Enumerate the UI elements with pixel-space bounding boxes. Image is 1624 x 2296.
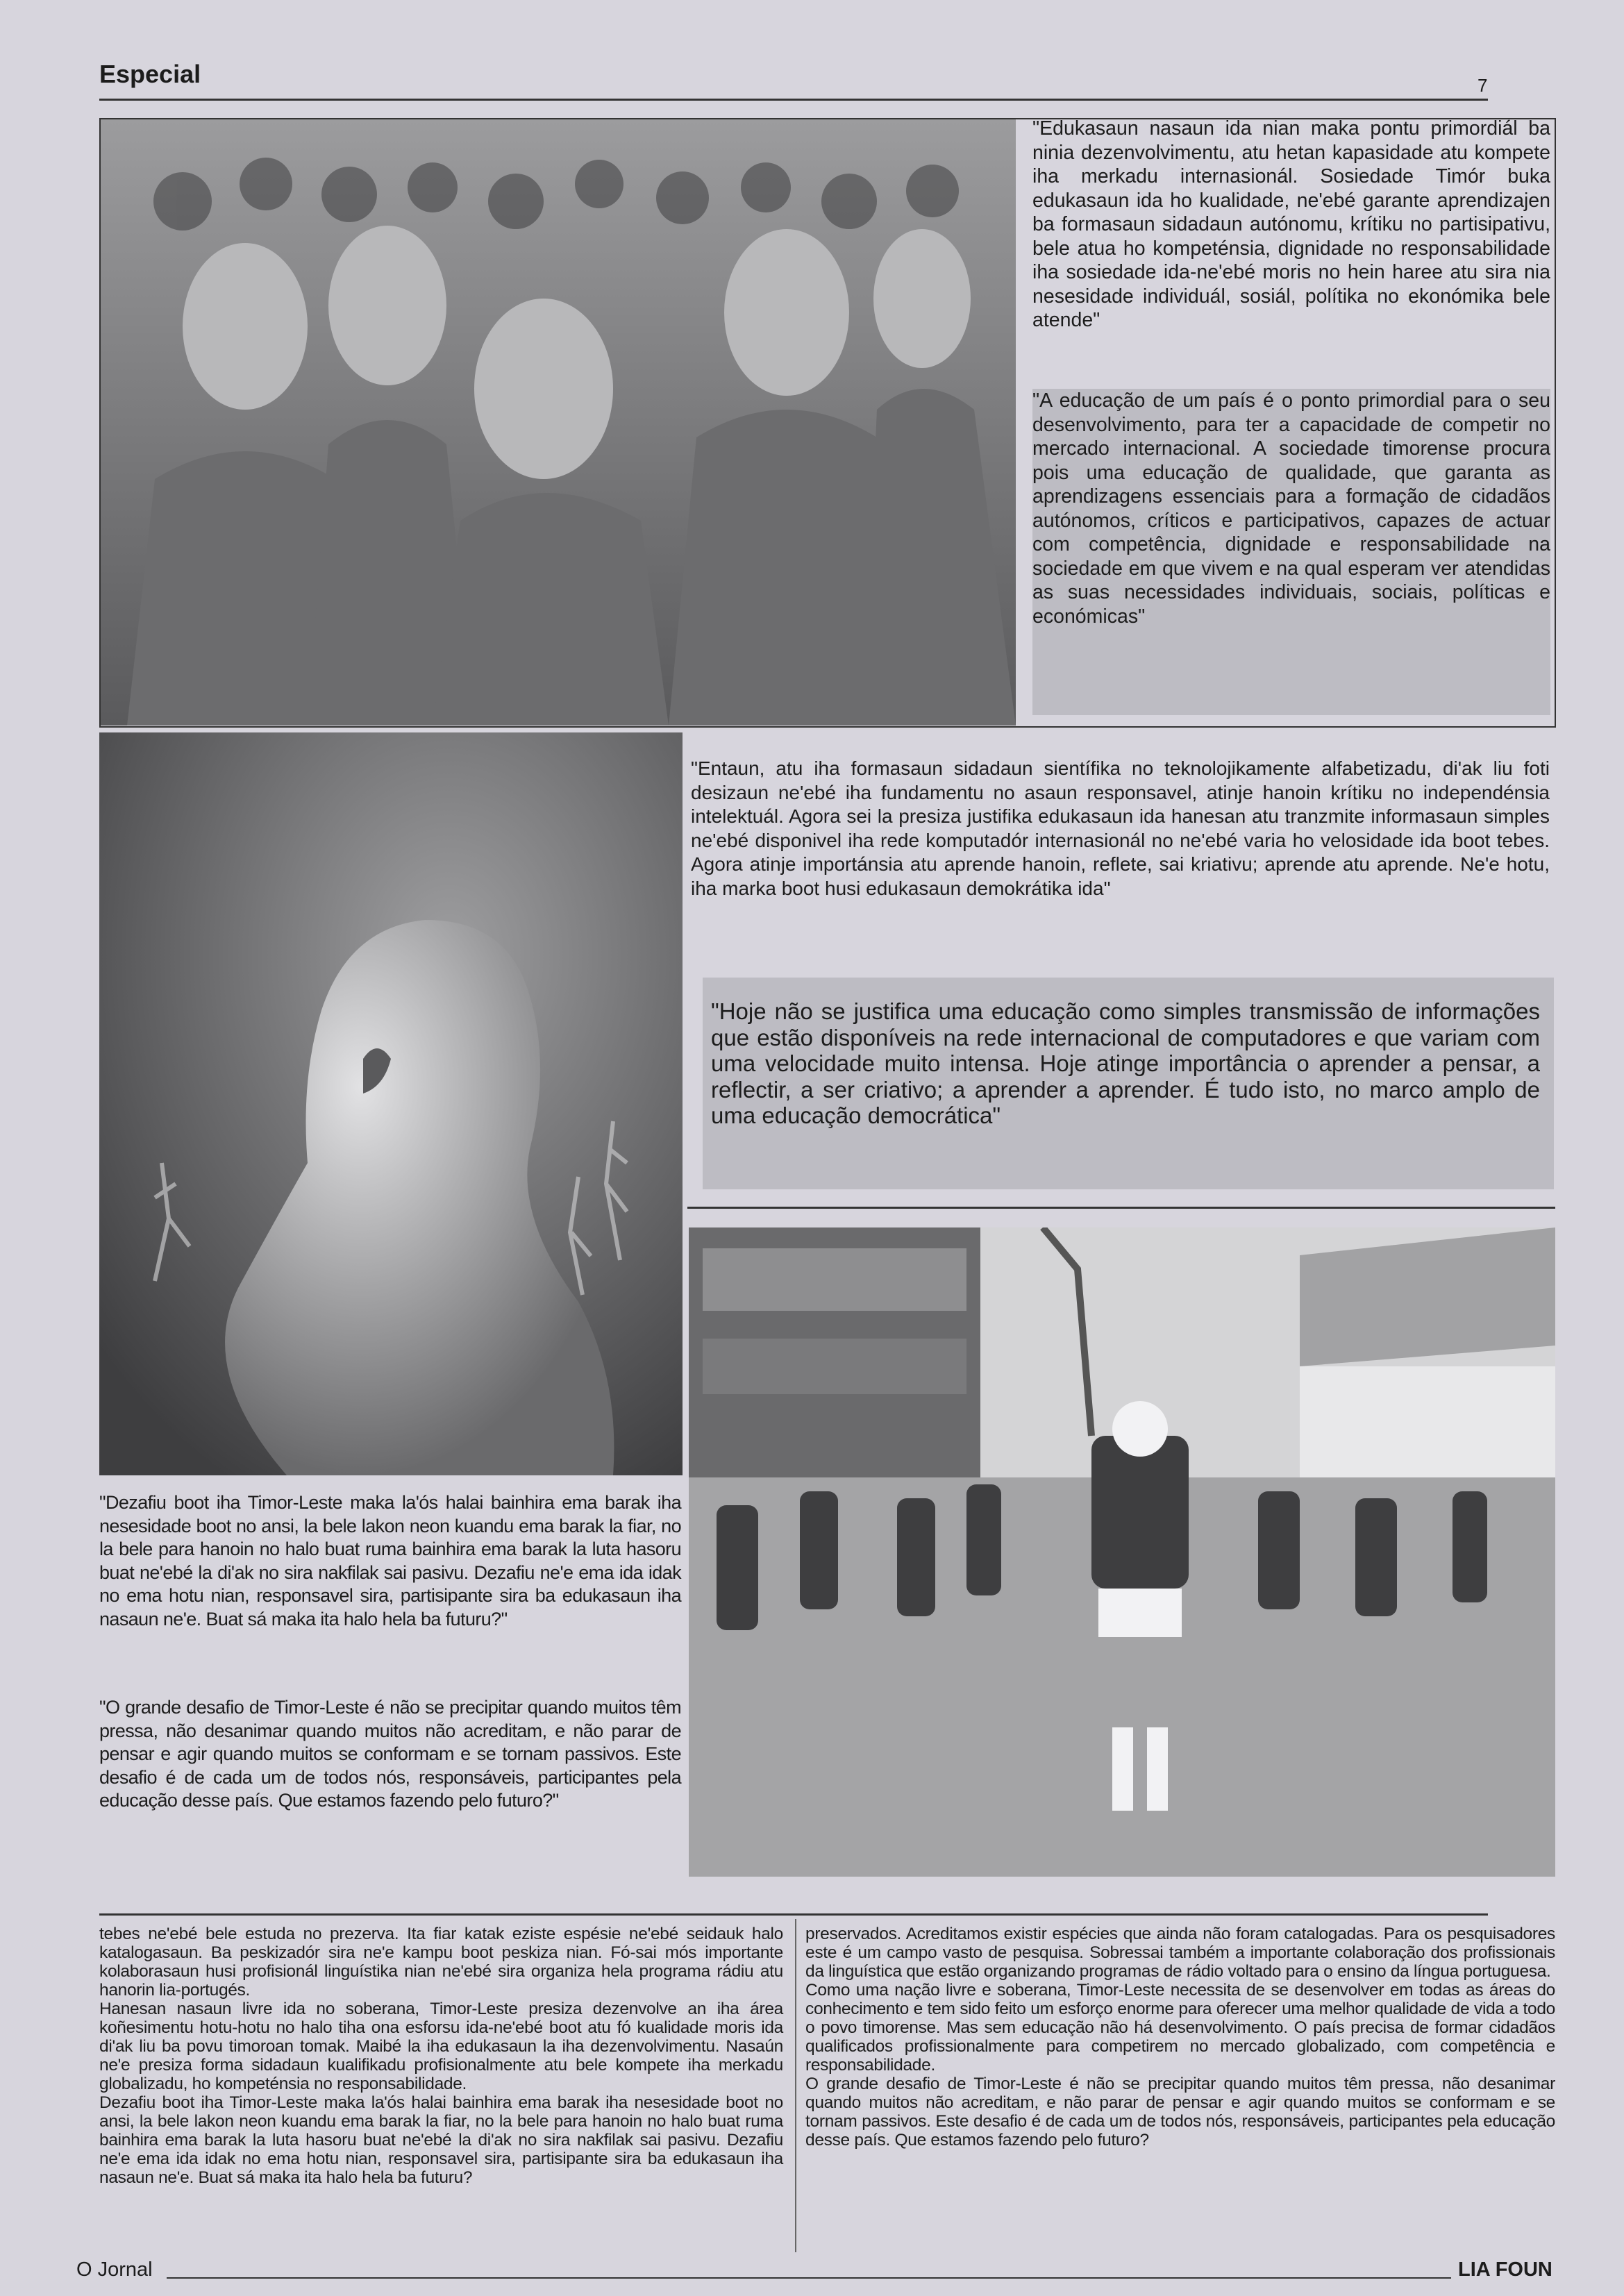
footer-publication: O Jornal [76,2259,153,2281]
top-quote-portuguese: "A educação de um país é o ponto primordial para o seu desenvolvimento, para ter a capacidade de competir no mercado internacional. A sociedade timorense procura pois uma educação de qualidade, que garanta as aprendizagens essenciais para a formação de cidadãos autónomos, críticos e participativos, capazes de actuar com competência, dignidade e responsabilidade na sociedade em que vivem e na qual esperam ver atendidas as suas necessidades individuais, sociais, políticas e económicas" [1032,389,1550,628]
body-portuguese-paragraph: Como uma nação livre e soberana, Timor-Leste necessita de se desenvolver em todas as áreas do conhecimento e tem sido feito um esforço enorme para oferecer uma melhor qualidade de vida a todo o povo timorense. Mas sem educação não há desenvolvimento. O país precisa de formar cidadãos qualificados profissionalmente para competirem no mercado globalizado, com competência e responsabilidade. [805,1981,1555,2075]
body-column-portuguese [805,1925,1555,2150]
photo-parade [689,1227,1555,1877]
page-number: 7 [1477,75,1488,96]
mid-quote-tetun: "Entaun, atu iha formasaun sidadaun sientífika no teknolojikamente alfabetizadu, di'ak liu foti desizaun ne'ebé iha fundamentu no asaun responsavel, atinje hanoin krítiku no independénsia intelektuál. Agora sei la presiza justifika edukasaun ida hanesan atu tranzmite informasaun simples ne'ebé disponivel iha rede komputadór internasionál no ne'ebé varia ho velosidade ida boot tebes. Agora atinje importánsia atu aprende hanoin, reflete, sai kriativu; aprende atu aprende. Ne'e hotu, iha marka boot husi edukasaun demokrátika ida" [691,757,1550,899]
body-tetun-paragraph: Dezafiu boot iha Timor-Leste maka la'ós halai bainhira ema barak iha nesesidade boot no ansi, la bele lakon neon kuandu ema barak la fiar, no la bele para hanoin no halo buat ruma bainhira ema barak la luta hasoru buat ne'ebé la di'ak no sira nakfilak sai pasivu. Dezafiu ne'e ema ida idak no ema hotu nian, responsavel sira, partisipante sira ba edukasaun iha nasaun ne'e. Buat sá maka ita halo hela ba futuru? [99,2093,783,2187]
section-label: Especial [99,60,201,88]
body-portuguese-paragraph: preservados. Acreditamos existir espécies que ainda não foram catalogadas. Para os pesquisadores este é um campo vasto de pesquisa. Sobressai também a importante colaboração dos profissionais da linguística que estão organizando programas de rádio voltado para o ensino da língua portuguesa. [805,1925,1555,1981]
top-panel-frame [99,118,1556,728]
illustration-thinker-image [99,732,683,1475]
photo-parade-image [689,1227,1555,1877]
lower-quote-portuguese: "O grande desafio de Timor-Leste é não se precipitar quando muitos têm pressa, não desanimar quando muitos não acreditam, e não parar de pensar e agir quando muitos se conformam e se tornam passivos. Este desafio é de cada um de todos nós, responsáveis, participantes pela educação desse país. Que estamos fazendo pelo futuro?" [99,1697,681,1811]
body-portuguese-paragraph: O grande desafio de Timor-Leste é não se precipitar quando muitos têm pressa, não desanimar quando muitos não acreditam, e não parar de pensar e agir quando muitos se conformam e se tornam passivos. Este desafio é de cada um de todos nós, responsáveis, participantes pela educação desse país. Que estamos fazendo pelo futuro? [805,2075,1555,2150]
illustration-thinker [99,732,683,1475]
mid-quote-portuguese-box [703,978,1554,1189]
footer-section: LIA FOUN [1458,2259,1552,2281]
header-rule [99,99,1488,101]
mid-quote-portuguese: "Hoje não se justifica uma educação como simples transmissão de informações que estão disponíveis na rede internacional de computadores e que variam com uma velocidade muito intensa. Hoje atinge importância o aprender a pensar, a reflectir, a ser criativo; a aprender a aprender. É tudo isto, no marco amplo de uma educação democrática" [711,998,1540,1128]
body-top-rule [99,1913,1488,1916]
column-divider [795,1919,796,2252]
footer-rule [167,2277,1451,2279]
body-tetun-paragraph: tebes ne'ebé bele estuda no prezerva. Ita fiar katak eziste espésie ne'ebé seidauk halo katalogasaun. Ba peskizadór sira ne'e kampu boot peskiza nian. Fó-sai mós importante kolaborasaun husi profisionál linguístika nian ne'ebé sira organiza hela programa rádiu atu hanorin lia-portugés. [99,1925,783,2000]
lower-quote-tetun: "Dezafiu boot iha Timor-Leste maka la'ós halai bainhira ema barak iha nesesidade boot no ansi, la bele lakon neon kuandu ema barak la fiar, no la bele para hanoin no halo buat ruma bainhira ema barak la luta hasoru buat ne'ebé la di'ak no sira nakfilak sai pasivu. Dezafiu ne'e ema ida idak no ema hotu nian, responsavel sira, partisipante sira ba edukasaun iha nasaun ne'e. Buat sá maka ita halo hela ba futuru?" [99,1492,681,1629]
body-column-tetun [99,1925,783,2187]
body-tetun-paragraph: Hanesan nasaun livre ida no soberana, Timor-Leste presiza dezenvolve an iha área koñesimentu hotu-hotu no halo tiha ona esforsu ida-ne'ebé boot atu fó kualidade moris ida di'ak liu ba povu timoroan tomak. Maibé la iha edukasaun la iha dezenvolvimentu. Nasaún ne'e presiza forma sidadaun kualifikadu profisionalmente atu bele kompete iha merkadu globalizadu, ho kompeténsia no responsabilidade. [99,2000,783,2093]
top-quote-tetun: "Edukasaun nasaun ida nian maka pontu primordiál ba ninia dezenvolvimentu, atu hetan kapasidade atu kompete iha merkadu internasionál. Sosiedade Timór buka edukasaun ida ho kualidade, ne'ebé garante aprendizajen ba formasaun sidadaun autónomu, krítiku no partisipativu, bele atua ho kompeténsia, dignidade no responsabilidade iha sosiedade ida-ne'ebé moris no hein haree atu sira nia nesesidade individuál, sosiál, polítika no ekonómika bele atende" [1032,117,1550,331]
mid-rule [687,1207,1555,1209]
